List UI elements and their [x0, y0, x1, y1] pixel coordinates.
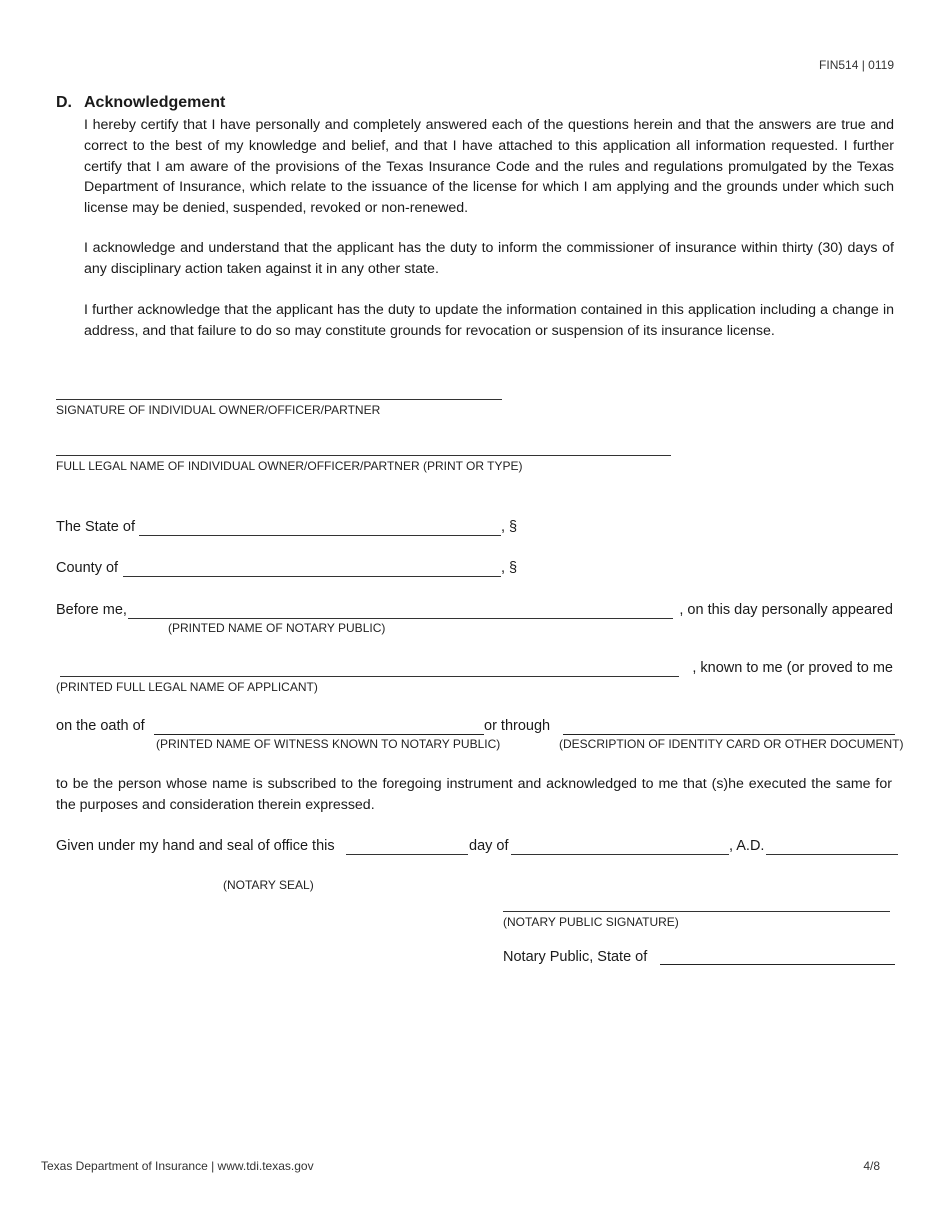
section-letter: D. — [56, 94, 72, 111]
notary-state-field[interactable] — [660, 964, 895, 965]
day-field[interactable] — [346, 854, 468, 855]
year-field[interactable] — [766, 854, 898, 855]
notary-signature-caption: (NOTARY PUBLIC SIGNATURE) — [503, 915, 679, 929]
oath-label: on the oath of — [56, 718, 145, 734]
notary-seal-caption: (NOTARY SEAL) — [223, 878, 314, 892]
section-title: Acknowledgement — [84, 94, 226, 111]
identity-document-field[interactable] — [563, 734, 895, 735]
notary-state-label: Notary Public, State of — [503, 949, 648, 965]
notary-name-caption: (PRINTED NAME OF NOTARY PUBLIC) — [168, 621, 386, 635]
witness-caption: (PRINTED NAME OF WITNESS KNOWN TO NOTARY PUBLIC) — [156, 737, 501, 751]
before-me-label: Before me, — [56, 602, 127, 618]
day-of-label: day of — [469, 838, 509, 854]
notary-name-field[interactable] — [128, 618, 673, 619]
known-to-me-label: , known to me (or proved to me — [692, 660, 893, 676]
appeared-label: , on this day personally appeared — [679, 602, 893, 618]
notary-signature-field[interactable] — [503, 911, 890, 912]
state-label: The State of — [56, 519, 135, 535]
or-through-label: or through — [484, 718, 551, 734]
page-number: 4/8 — [863, 1159, 880, 1173]
owner-signature-caption: SIGNATURE OF INDIVIDUAL OWNER/OFFICER/PARTNER — [56, 403, 381, 417]
applicant-name-caption: (PRINTED FULL LEGAL NAME OF APPLICANT) — [56, 680, 318, 694]
footer-agency: Texas Department of Insurance | www.tdi.texas.gov — [41, 1159, 314, 1173]
county-label: County of — [56, 560, 119, 576]
state-field[interactable] — [139, 535, 501, 536]
witness-name-field[interactable] — [154, 734, 484, 735]
certification-paragraph: I hereby certify that I have personally and completely answered each of the questions herein and that the answers are true and correct to the best of my knowledge and belief, and that I have attached to this application all information requested. I further certify that I am aware of the provisions of the Texas Insurance Code and the rules and regulations promulgated by the Texas Department of Insurance, which relate to the issuance of the license for which I am applying and the grounds under which such license may be denied, suspended, revoked or non-renewed. — [84, 117, 894, 217]
owner-name-caption: FULL LEGAL NAME OF INDIVIDUAL OWNER/OFFICER/PARTNER (PRINT OR TYPE) — [56, 459, 523, 473]
update-paragraph: I further acknowledge that the applicant has the duty to update the information contained in this application including a change in address, and that failure to do so may constitute grounds for revocation or suspension of its insurance license. — [84, 302, 894, 339]
county-field[interactable] — [123, 576, 501, 577]
form-id: FIN514 | 0119 — [819, 58, 894, 72]
month-field[interactable] — [511, 854, 729, 855]
county-section-mark: , § — [501, 560, 518, 576]
applicant-name-field[interactable] — [60, 676, 679, 677]
state-section-mark: , § — [501, 519, 518, 535]
subscribed-paragraph: to be the person whose name is subscribed to the foregoing instrument and acknowledged to me that (s)he executed the same for the purposes and consideration therein expressed. — [56, 776, 892, 813]
owner-signature-field[interactable] — [56, 399, 502, 400]
given-label: Given under my hand and seal of office this — [56, 838, 335, 854]
disciplinary-paragraph: I acknowledge and understand that the applicant has the duty to inform the commissioner of insurance within thirty (30) days of any disciplinary action taken against it in any other state. — [84, 240, 894, 277]
ad-label: , A.D. — [729, 838, 765, 854]
identity-document-caption: (DESCRIPTION OF IDENTITY CARD OR OTHER DOCUMENT) — [559, 737, 904, 751]
owner-name-field[interactable] — [56, 455, 671, 456]
